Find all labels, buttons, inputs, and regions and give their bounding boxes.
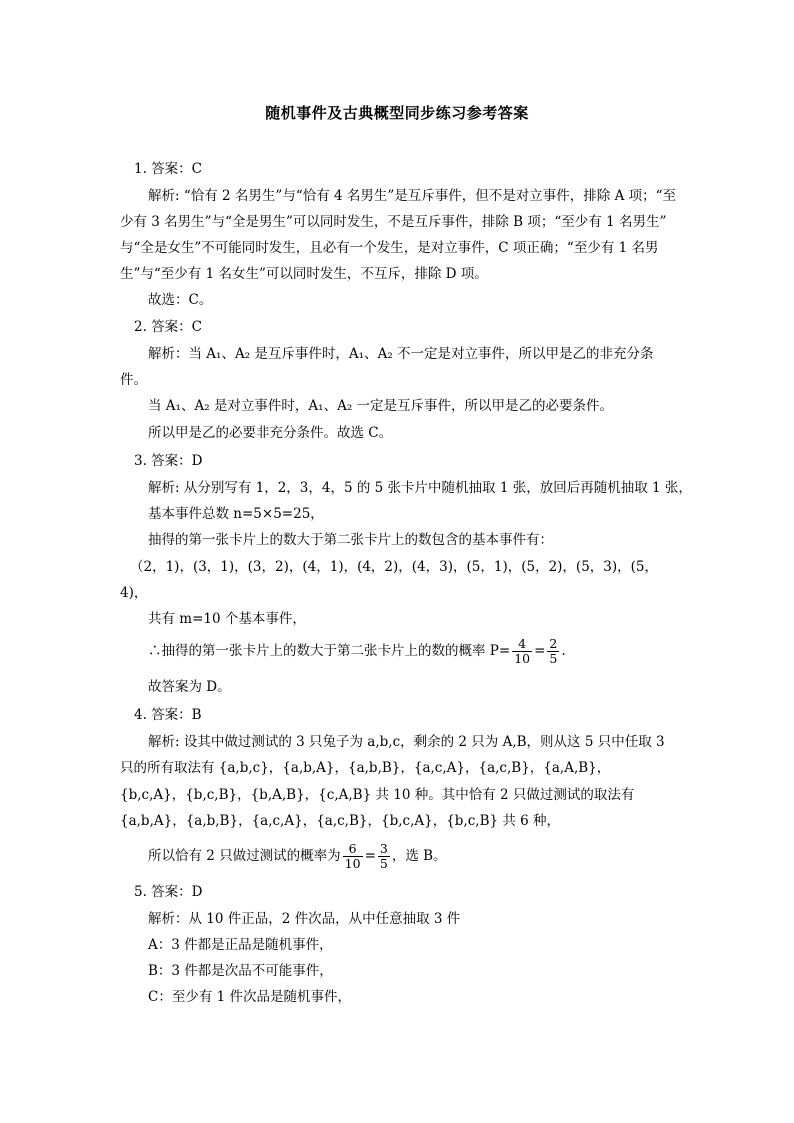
q3-line-6: 共有 m=10 个基本事件，: [148, 611, 306, 627]
q4-line-2: 只的所有取法有 {a,b,c}，{a,b,A}，{a,b,B}，{a,c,A}，{a,c,B}，{a,A,B}，: [120, 760, 611, 776]
q5-option-b: B：3 件都是次品不可能事件，: [148, 963, 333, 979]
q3-probability-line: [148, 637, 566, 666]
q4-fraction-2-den: 5: [379, 856, 388, 871]
q2-answer: 2. 答案：C: [134, 319, 203, 335]
q3-fraction-2: [547, 637, 559, 666]
q3-fraction-1-den: 10: [514, 651, 531, 666]
q3-line-3: 抽得的第一张卡片上的数大于第二张卡片上的数包含的基本事件有：: [148, 532, 553, 548]
q5-answer: 5. 答案：D: [134, 884, 203, 900]
q1-line-2: 少有 3 名男生”与“全是男生”可以同时发生，不是互斥事件，排除 B 项；“至少有 1 名男生”: [120, 214, 667, 230]
q3-pairs-line: （2，1)，(3，1)，(3，2)，(4，1)，(4，2)，(4，3)，(5，1)，(5，2)，(5，3)，(5，: [130, 559, 658, 575]
q1-line-4: 生”与“至少有 1 名女生”可以同时发生，不互斥，排除 D 项。: [120, 266, 488, 282]
q3-period: .: [561, 643, 566, 659]
q4-line-3: {b,c,A}，{b,c,B}，{b,A,B}，{c,A,B} 共 10 种。其中恰有 2 只做过测试的取法有: [120, 787, 635, 803]
q5-option-c: C：至少有 1 件次品是随机事件，: [148, 989, 352, 1005]
q2-line-2: 件。: [120, 372, 147, 388]
q5-option-a: A：3 件都是正品是随机事件，: [148, 937, 333, 953]
q4-probability-text: 所以恰有 2 只做过测试的概率为: [148, 848, 341, 864]
q3-equals: =: [534, 643, 546, 659]
q3-fraction-1-num: 4: [518, 636, 527, 651]
q4-fraction-1: [343, 842, 363, 871]
q4-line-4: {a,b,A}，{a,b,B}，{a,c,A}，{a,c,B}，{b,c,A}，{b,c,B} 共 6 种，: [120, 813, 561, 829]
q4-fraction-2: [378, 842, 390, 871]
q4-fraction-1-num: 6: [348, 841, 357, 856]
q3-fraction-1: [512, 637, 532, 666]
q2-line-1: 解析：当 A₁、A₂ 是互斥事件时，A₁、A₂ 不一定是对立事件，所以甲是乙的非充分条: [148, 346, 654, 362]
q2-line-4: 所以甲是乙的必要非充分条件。故选 C。: [148, 425, 393, 441]
q3-pairs-end: 4)，: [120, 585, 148, 601]
q4-fraction-1-den: 10: [344, 856, 361, 871]
q3-line-2: 基本事件总数 n=5×5=25，: [148, 506, 324, 522]
q3-fraction-2-den: 5: [549, 651, 558, 666]
q1-conclusion: 故选：C。: [148, 292, 213, 308]
q3-answer: 3. 答案：D: [134, 453, 203, 469]
q1-line-1: 解析: “恰有 2 名男生”与“恰有 4 名男生”是互斥事件，但不是对立事件，排除 A 项；“至: [148, 188, 677, 204]
q2-line-3: 当 A₁、A₂ 是对立事件时，A₁、A₂ 一定是互斥事件，所以甲是乙的必要条件。: [148, 398, 614, 414]
q4-probability-line: [148, 842, 447, 871]
q4-answer: 4. 答案：B: [134, 707, 202, 723]
q1-line-3: 与“全是女生”不可能同时发生，且必有一个发生，是对立事件，C 项正确；“至少有 1 名男: [120, 240, 659, 256]
q4-line-1: 解析: 设其中做过测试的 3 只兔子为 a,b,c，剩余的 2 只为 A,B，则从这 5 只中任取 3: [148, 734, 665, 750]
q4-equals: =: [364, 848, 376, 864]
q1-answer: 1. 答案：C: [134, 161, 203, 177]
q3-fraction-2-num: 2: [549, 636, 558, 651]
q4-fraction-2-num: 3: [379, 841, 388, 856]
q3-probability-text: ∴抽得的第一张卡片上的数大于第二张卡片上的数的概率 P=: [148, 643, 511, 659]
q3-conclusion: 故答案为 D。: [148, 679, 231, 695]
q4-tail: ，选 B。: [391, 848, 447, 864]
q3-line-1: 解析: 从分别写有 1，2，3，4，5 的 5 张卡片中随机抽取 1 张，放回后再随机抽取 1 张，: [148, 480, 692, 496]
page-title: 随机事件及古典概型同步练习参考答案: [265, 104, 529, 122]
q5-line-1: 解析：从 10 件正品，2 件次品，从中任意抽取 3 件: [148, 911, 461, 927]
